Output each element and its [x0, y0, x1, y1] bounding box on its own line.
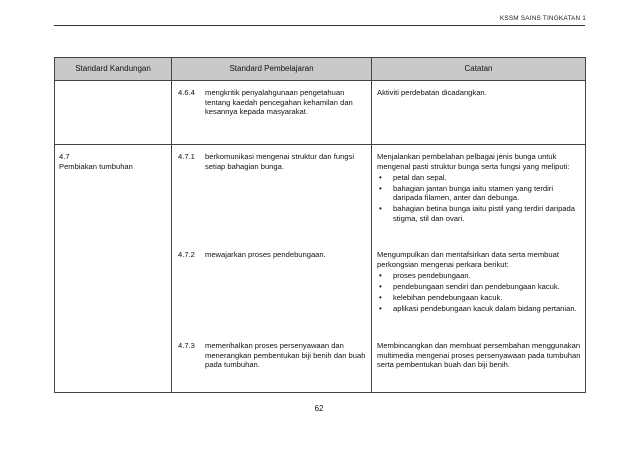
- curriculum-table: [54, 57, 586, 393]
- column-header-catatan: Catatan: [372, 58, 586, 81]
- page-number: 62: [314, 404, 324, 413]
- standard-code: 4.7.1: [178, 152, 195, 161]
- kandungan-cell: [55, 81, 172, 145]
- document-header-title: KSSM SAINS TINGKATAN 1: [499, 15, 586, 22]
- catatan-text: Aktiviti perdebatan dicadangkan.: [377, 88, 487, 97]
- column-header-kandungan: Standard Kandungan: [55, 58, 172, 81]
- standard-text: mewajarkan proses pendebungaan.: [205, 250, 326, 259]
- list-item: • proses pendebungaan.: [377, 271, 581, 281]
- catatan-cell: [372, 81, 586, 145]
- pembelajaran-cell: [172, 243, 372, 334]
- catatan-intro: Mengumpulkan dan mentafsirkan data serta membuat perkongsian mengenai perkara berikut:: [377, 250, 559, 269]
- catatan-cell: [372, 334, 586, 393]
- kandungan-cell: [55, 145, 172, 393]
- list-item: • kelebihan pendebungaan kacuk.: [377, 293, 581, 303]
- catatan-cell: [372, 243, 586, 334]
- catatan-list: [377, 271, 581, 314]
- standard-code: 4.6.4: [178, 88, 195, 97]
- catatan-text: Membincangkan dan membuat persembahan menggunakan multimedia mengenai proses persenyawaan pada tumbuhan serta pembentukan buah dan biji benih.: [377, 341, 581, 370]
- column-header-pembelajaran: Standard Pembelajaran: [172, 58, 372, 81]
- table-row: [55, 145, 586, 244]
- standard-text: memerihalkan proses persenyawaan dan menerangkan pembentukan biji benih dan buah pada tumbuhan.: [205, 341, 366, 370]
- catatan-cell: [372, 145, 586, 244]
- section-number: 4.7: [59, 152, 70, 161]
- pembelajaran-cell: [172, 81, 372, 145]
- list-item: • petal dan sepal.: [377, 173, 581, 183]
- table-row: [55, 81, 586, 145]
- pembelajaran-cell: [172, 145, 372, 244]
- list-item: • aplikasi pendebungaan kacuk dalam bidang pertanian.: [377, 304, 581, 314]
- standard-code: 4.7.2: [178, 250, 195, 259]
- list-item: • bahagian betina bunga iaitu pistil yang terdiri daripada stigma, stil dan ovari.: [377, 204, 581, 223]
- catatan-list: [377, 173, 581, 224]
- section-title: Pembiakan tumbuhan: [59, 161, 133, 171]
- kandungan-text: [55, 81, 171, 95]
- standard-text: berkomunikasi mengenai struktur dan fungsi setiap bahagian bunga.: [205, 152, 355, 171]
- list-item: • pendebungaan sendiri dan pendebungaan kacuk.: [377, 282, 581, 292]
- table-header-row: [55, 58, 586, 81]
- pembelajaran-cell: [172, 334, 372, 393]
- header-divider: [54, 25, 585, 26]
- standard-text: mengkritik penyalahgunaan pengetahuan tentang kaedah pencegahan kehamilan dan kesannya kepada masyarakat.: [205, 88, 353, 117]
- catatan-intro: Menjalankan pembelahan pelbagai jenis bunga untuk mengenal pasti struktur bunga serta fungsi yang meliputi:: [377, 152, 570, 171]
- standard-code: 4.7.3: [178, 341, 195, 350]
- list-item: • bahagian jantan bunga iaitu stamen yang terdiri daripada filamen, anter dan debunga.: [377, 184, 581, 203]
